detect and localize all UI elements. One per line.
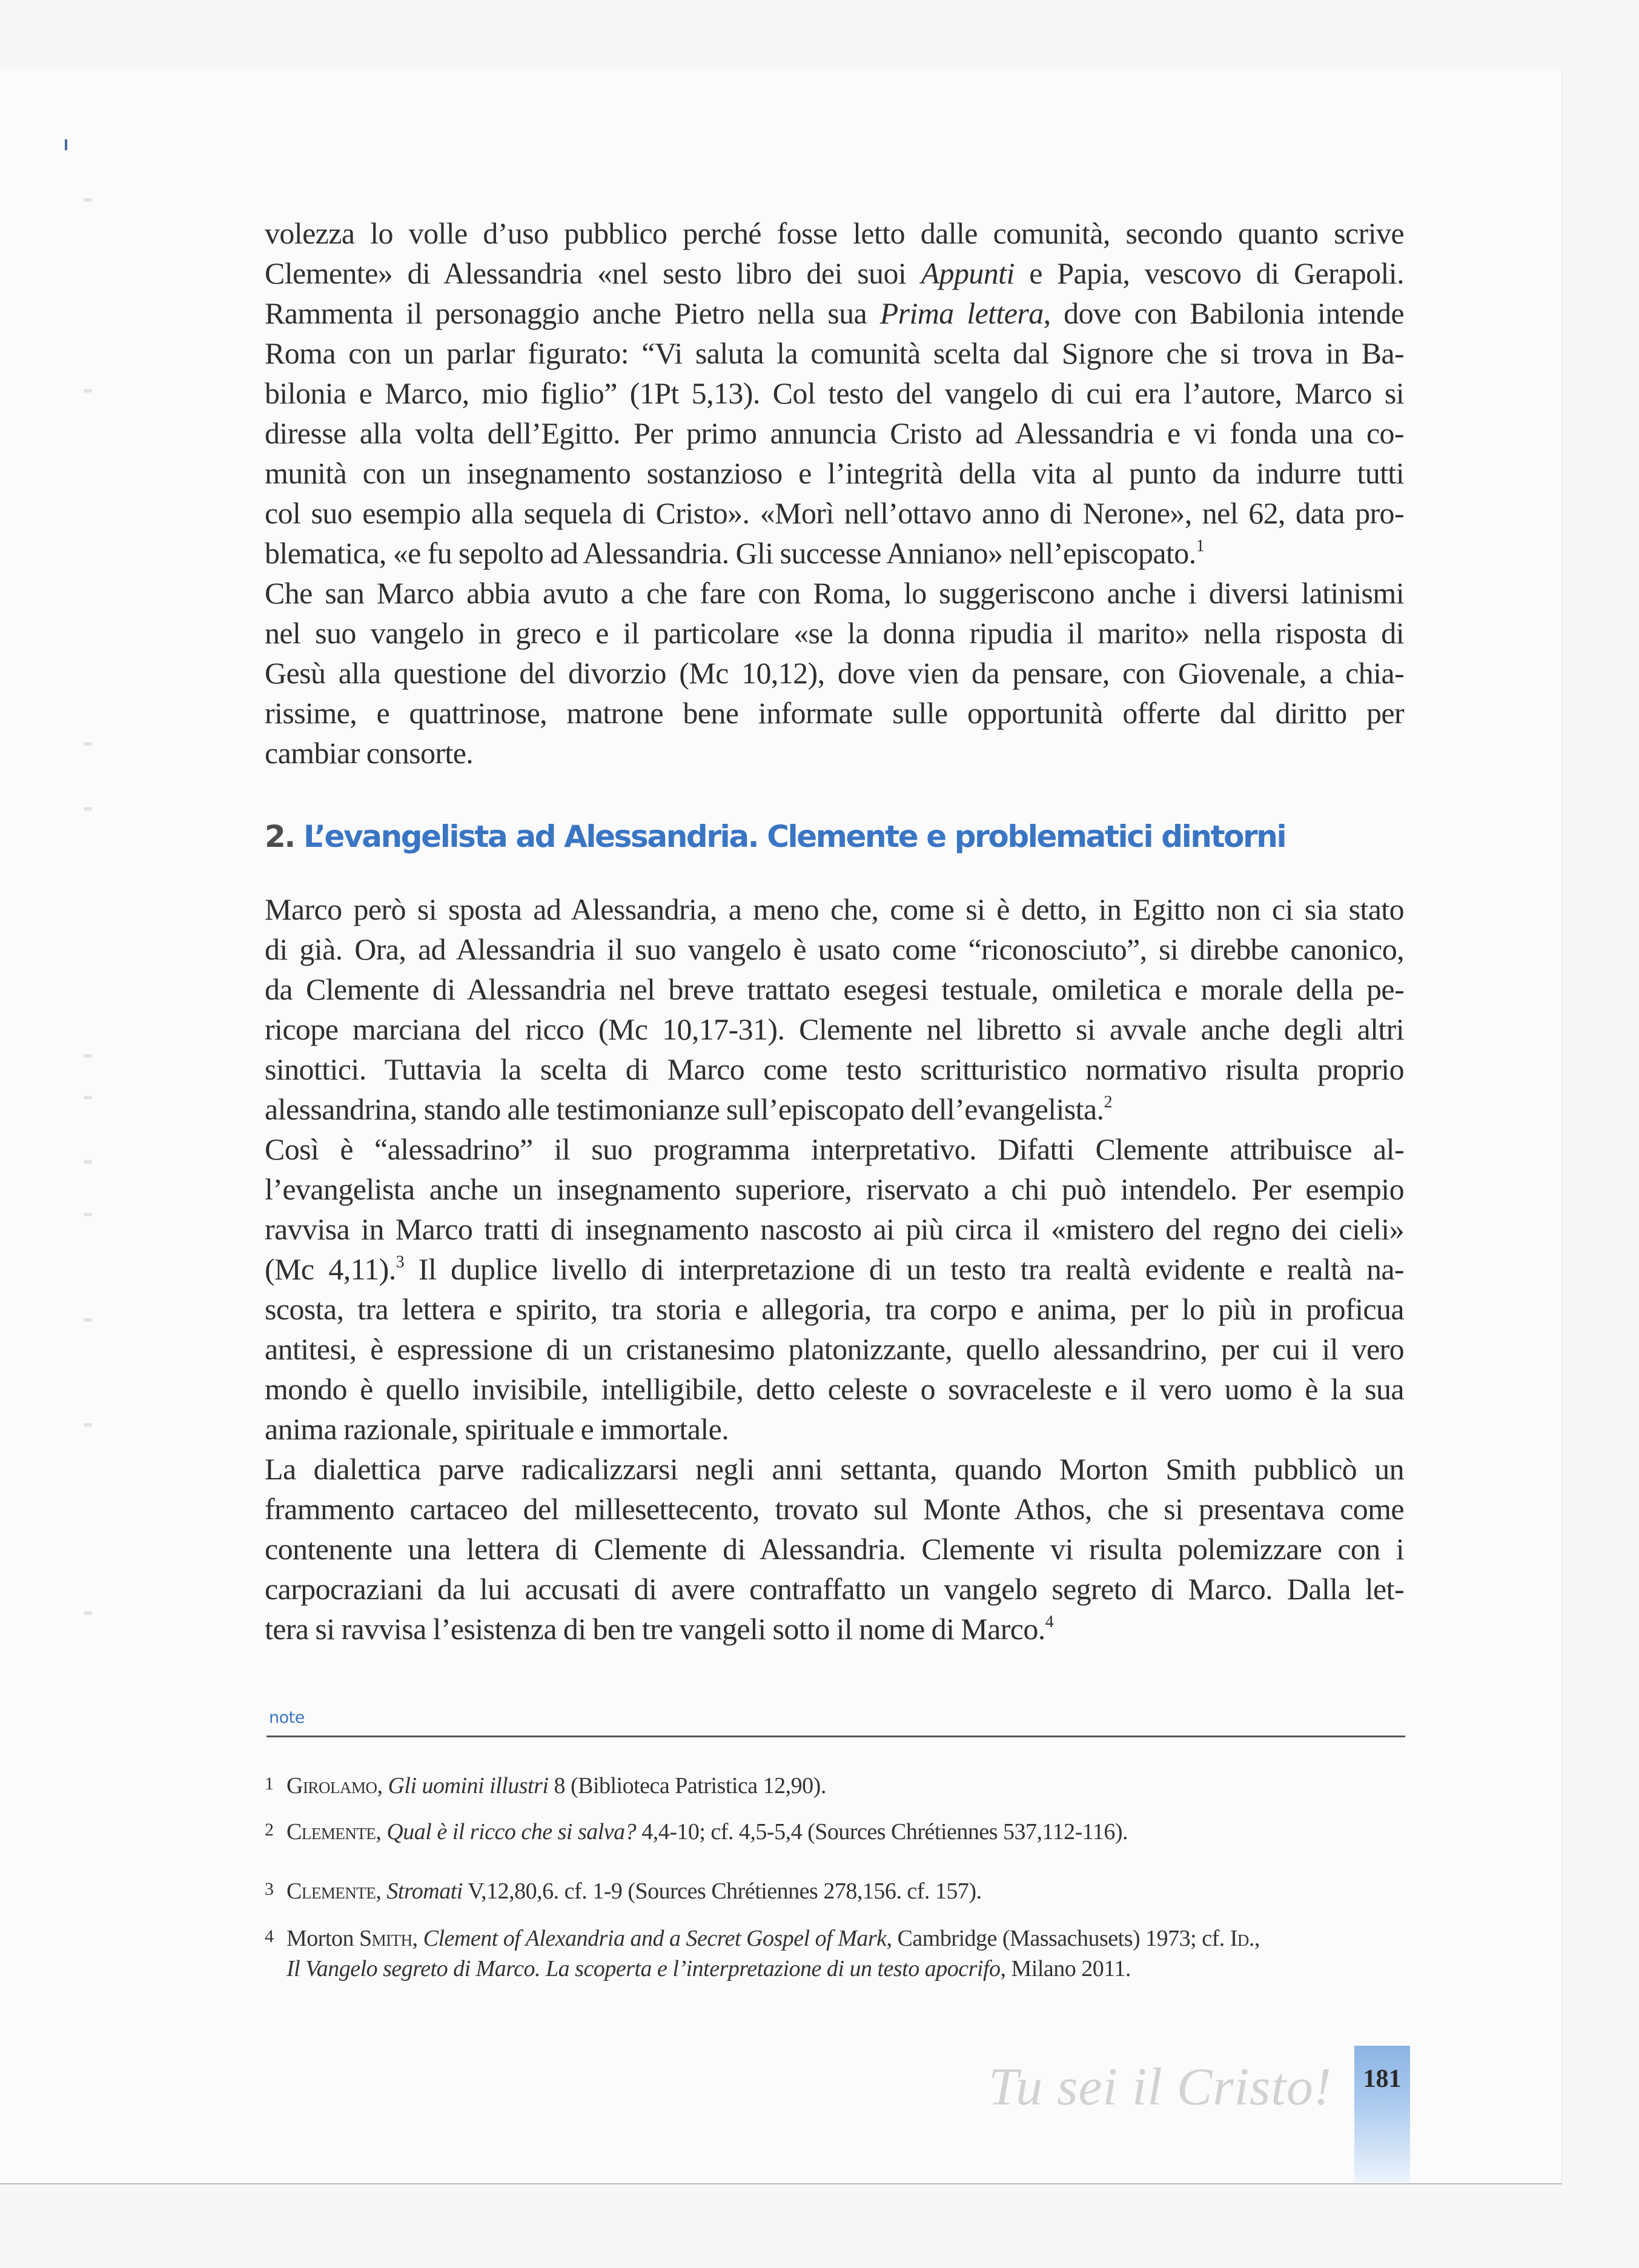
section-title: L’evangelista ad Alessandria. Clemente e problematici dintorni bbox=[303, 819, 1286, 854]
footnote-ref-4[interactable]: 4 bbox=[1045, 1613, 1054, 1631]
body-line: rissime, e quattrinose, matrone bene informate sulle opportunità offerte dal diritto per bbox=[265, 696, 1404, 730]
body-line: ricope marciana del ricco (Mc 10,17-31). Clemente nel libretto si avvale anche degli altri bbox=[265, 1012, 1404, 1046]
body-line: diresse alla volta dell’Egitto. Per primo annuncia Cristo ad Alessandria e vi fonda una co- bbox=[265, 416, 1404, 450]
binding-perforation bbox=[84, 1096, 92, 1099]
binding-perforation bbox=[84, 1423, 92, 1427]
footnote-3: 3 Clemente, Stromati V,12,80,6. cf. 1-9 (Sources Chrétiennes 278,156. cf. 157). bbox=[265, 1874, 982, 1906]
binding-perforation bbox=[84, 1611, 92, 1615]
footnote-author: Clemente bbox=[286, 1878, 376, 1904]
body-line: volezza lo volle d’uso pubblico perché fosse letto dalle comunità, secondo quanto scrive bbox=[265, 216, 1404, 250]
footnote-title: Clement of Alexandria and a Secret Gospel of Mark bbox=[423, 1926, 887, 1951]
body-line: col suo esempio alla sequela di Cristo». «Morì nell’ottavo anno di Nerone», nel 62, data pro- bbox=[265, 496, 1404, 530]
footnote-title: Qual è il ricco che si salva? bbox=[386, 1819, 637, 1845]
body-line: scosta, tra lettera e spirito, tra storia e allegoria, tra corpo e anima, per lo più in proficua bbox=[265, 1292, 1404, 1326]
binding-perforation bbox=[84, 1054, 92, 1058]
body-line: antitesi, è espressione di un cristanesimo platonizzante, quello alessandrino, per cui il vero bbox=[265, 1332, 1404, 1366]
body-line: cambiar consorte. bbox=[265, 736, 474, 770]
footnote-number: 1 bbox=[265, 1774, 274, 1794]
paragraph-2 bbox=[265, 573, 1404, 773]
body-line: nel suo vangelo in greco e il particolare «se la donna ripudia il marito» nella risposta di bbox=[265, 616, 1404, 650]
body-line: anima razionale, spirituale e immortale. bbox=[265, 1412, 729, 1446]
paragraph-3 bbox=[265, 889, 1404, 1129]
footnote-2: 2 Clemente, Qual è il ricco che si salva? 4,4-10; cf. 4,5-5,4 (Sources Chrétiennes 537,112-116). bbox=[265, 1815, 1128, 1847]
binding-perforation bbox=[84, 198, 92, 202]
body-line: sinottici. Tuttavia la scelta di Marco come testo scritturistico normativo risulta proprio bbox=[265, 1052, 1404, 1086]
binding-perforation bbox=[84, 1318, 92, 1322]
paragraph-1 bbox=[265, 213, 1404, 573]
footnote-title: Gli uomini illustri bbox=[388, 1773, 549, 1799]
body-line: tera si ravvisa l’esistenza di ben tre vangeli sotto il nome di Marco.$^4$ bbox=[265, 1612, 1054, 1646]
binding-perforation bbox=[84, 742, 92, 746]
notes-divider bbox=[267, 1736, 1405, 1737]
binding-perforation bbox=[84, 807, 92, 811]
footnote-ref-1[interactable]: 1 bbox=[1196, 537, 1205, 555]
book-title-prima-lettera: Prima lettera bbox=[879, 296, 1044, 330]
footnote-author: Clemente bbox=[286, 1819, 376, 1845]
scan-corner-mark bbox=[65, 139, 67, 150]
body-line: mondo è quello invisibile, intelligibile, detto celeste o sovraceleste e il vero uomo è la sua bbox=[265, 1372, 1404, 1406]
body-line: bilonia e Marco, mio figlio” (1Pt 5,13). Col testo del vangelo di cui era l’autore, Marco si bbox=[265, 376, 1404, 410]
binding-perforation bbox=[84, 1213, 92, 1216]
footnote-title: Stromati bbox=[386, 1878, 463, 1904]
section-heading bbox=[265, 817, 1285, 857]
body-line: ravvisa in Marco tratti di insegnamento nascosto ai più circa il «mistero del regno dei cieli» bbox=[265, 1212, 1404, 1246]
body-line: Roma con un parlar figurato: “Vi saluta la comunità scelta dal Signore che si trova in Ba- bbox=[265, 336, 1404, 370]
footnote-number: 4 bbox=[265, 1926, 274, 1946]
body-line: (Mc 4,11).$^3$ Il duplice livello di interpretazione di un testo tra realtà evidente e realtà na- bbox=[265, 1252, 1404, 1286]
body-line: Gesù alla questione del divorzio (Mc 10,12), dove vien da pensare, con Giovenale, a chia- bbox=[265, 656, 1404, 690]
body-line: frammento cartaceo del millesettecento, trovato sul Monte Athos, che si presentava come bbox=[265, 1492, 1404, 1526]
running-title: Tu sei il Cristo! bbox=[988, 2058, 1333, 2117]
footnote-4: 4 Morton Smith, Clement of Alexandria and a Secret Gospel of Mark, Cambridge (Massachusets) 1973; cf. Id., Il Vangelo segreto di Marco. La scoperta e l’interpretazione di un testo apocrifo, Milano 2011. bbox=[265, 1921, 1260, 1984]
footnote-number: 2 bbox=[265, 1820, 274, 1840]
footnote-1: 1 Girolamo, Gli uomini illustri 8 (Biblioteca Patristica 12,90). bbox=[265, 1769, 826, 1801]
paragraph-4 bbox=[265, 1129, 1404, 1449]
paragraph-5 bbox=[265, 1449, 1404, 1649]
body-line: da Clemente di Alessandria nel breve trattato esegesi testuale, omiletica e morale della pe- bbox=[265, 972, 1404, 1006]
footnote-author: Smith bbox=[359, 1926, 412, 1951]
body-line: di già. Ora, ad Alessandria il suo vangelo è usato come “riconosciuto”, si direbbe canonico, bbox=[265, 932, 1404, 966]
section-number: 2. bbox=[265, 819, 294, 854]
footnote-number: 3 bbox=[265, 1879, 274, 1899]
binding-perforation bbox=[84, 1160, 92, 1164]
body-line: Così è “alessadrino” il suo programma interpretativo. Difatti Clemente attribuisce al- bbox=[265, 1132, 1404, 1166]
body-line: blematica, «e fu sepolto ad Alessandria. Gli successe Anniano» nell’episcopato.$^1$ bbox=[265, 536, 1205, 570]
body-line: contenente una lettera di Clemente di Alessandria. Clemente vi risulta polemizzare con i bbox=[265, 1532, 1404, 1566]
body-line: Rammenta il personaggio anche Pietro nella sua Prima lettera, dove con Babilonia intende bbox=[265, 296, 1404, 330]
footnote-ref-3[interactable]: 3 bbox=[396, 1253, 405, 1272]
body-line: La dialettica parve radicalizzarsi negli anni settanta, quando Morton Smith pubblicò un bbox=[265, 1452, 1404, 1486]
page-number: 181 bbox=[1363, 2065, 1402, 2093]
body-line: Che san Marco abbia avuto a che fare con Roma, lo suggeriscono anche i diversi latinismi bbox=[265, 576, 1404, 610]
body-line: carpocraziani da lui accusati di avere contraffatto un vangelo segreto di Marco. Dalla let- bbox=[265, 1572, 1404, 1606]
binding-perforation bbox=[84, 389, 92, 393]
body-line: munità con un insegnamento sostanzioso e l’integrità della vita al punto da indurre tutti bbox=[265, 456, 1404, 490]
footnote-title-2: Il Vangelo segreto di Marco. La scoperta e l’interpretazione di un testo apocrifo bbox=[286, 1956, 1001, 1981]
footnote-ref-2[interactable]: 2 bbox=[1104, 1093, 1112, 1112]
body-line: alessandrina, stando alle testimonianze sull’episcopato dell’evangelista.$^2$ bbox=[265, 1092, 1112, 1126]
notes-label: note bbox=[269, 1708, 305, 1727]
body-line: Clemente» di Alessandria «nel sesto libro dei suoi Appunti e Papia, vescovo di Gerapoli. bbox=[265, 256, 1404, 290]
body-line: l’evangelista anche un insegnamento superiore, riservato a chi può intendelo. Per esempio bbox=[265, 1172, 1404, 1206]
footnote-author: Girolamo bbox=[286, 1773, 377, 1799]
body-line: Marco però si sposta ad Alessandria, a meno che, come si è detto, in Egitto non ci sia stato bbox=[265, 892, 1404, 926]
book-title-appunti: Appunti bbox=[921, 256, 1015, 290]
